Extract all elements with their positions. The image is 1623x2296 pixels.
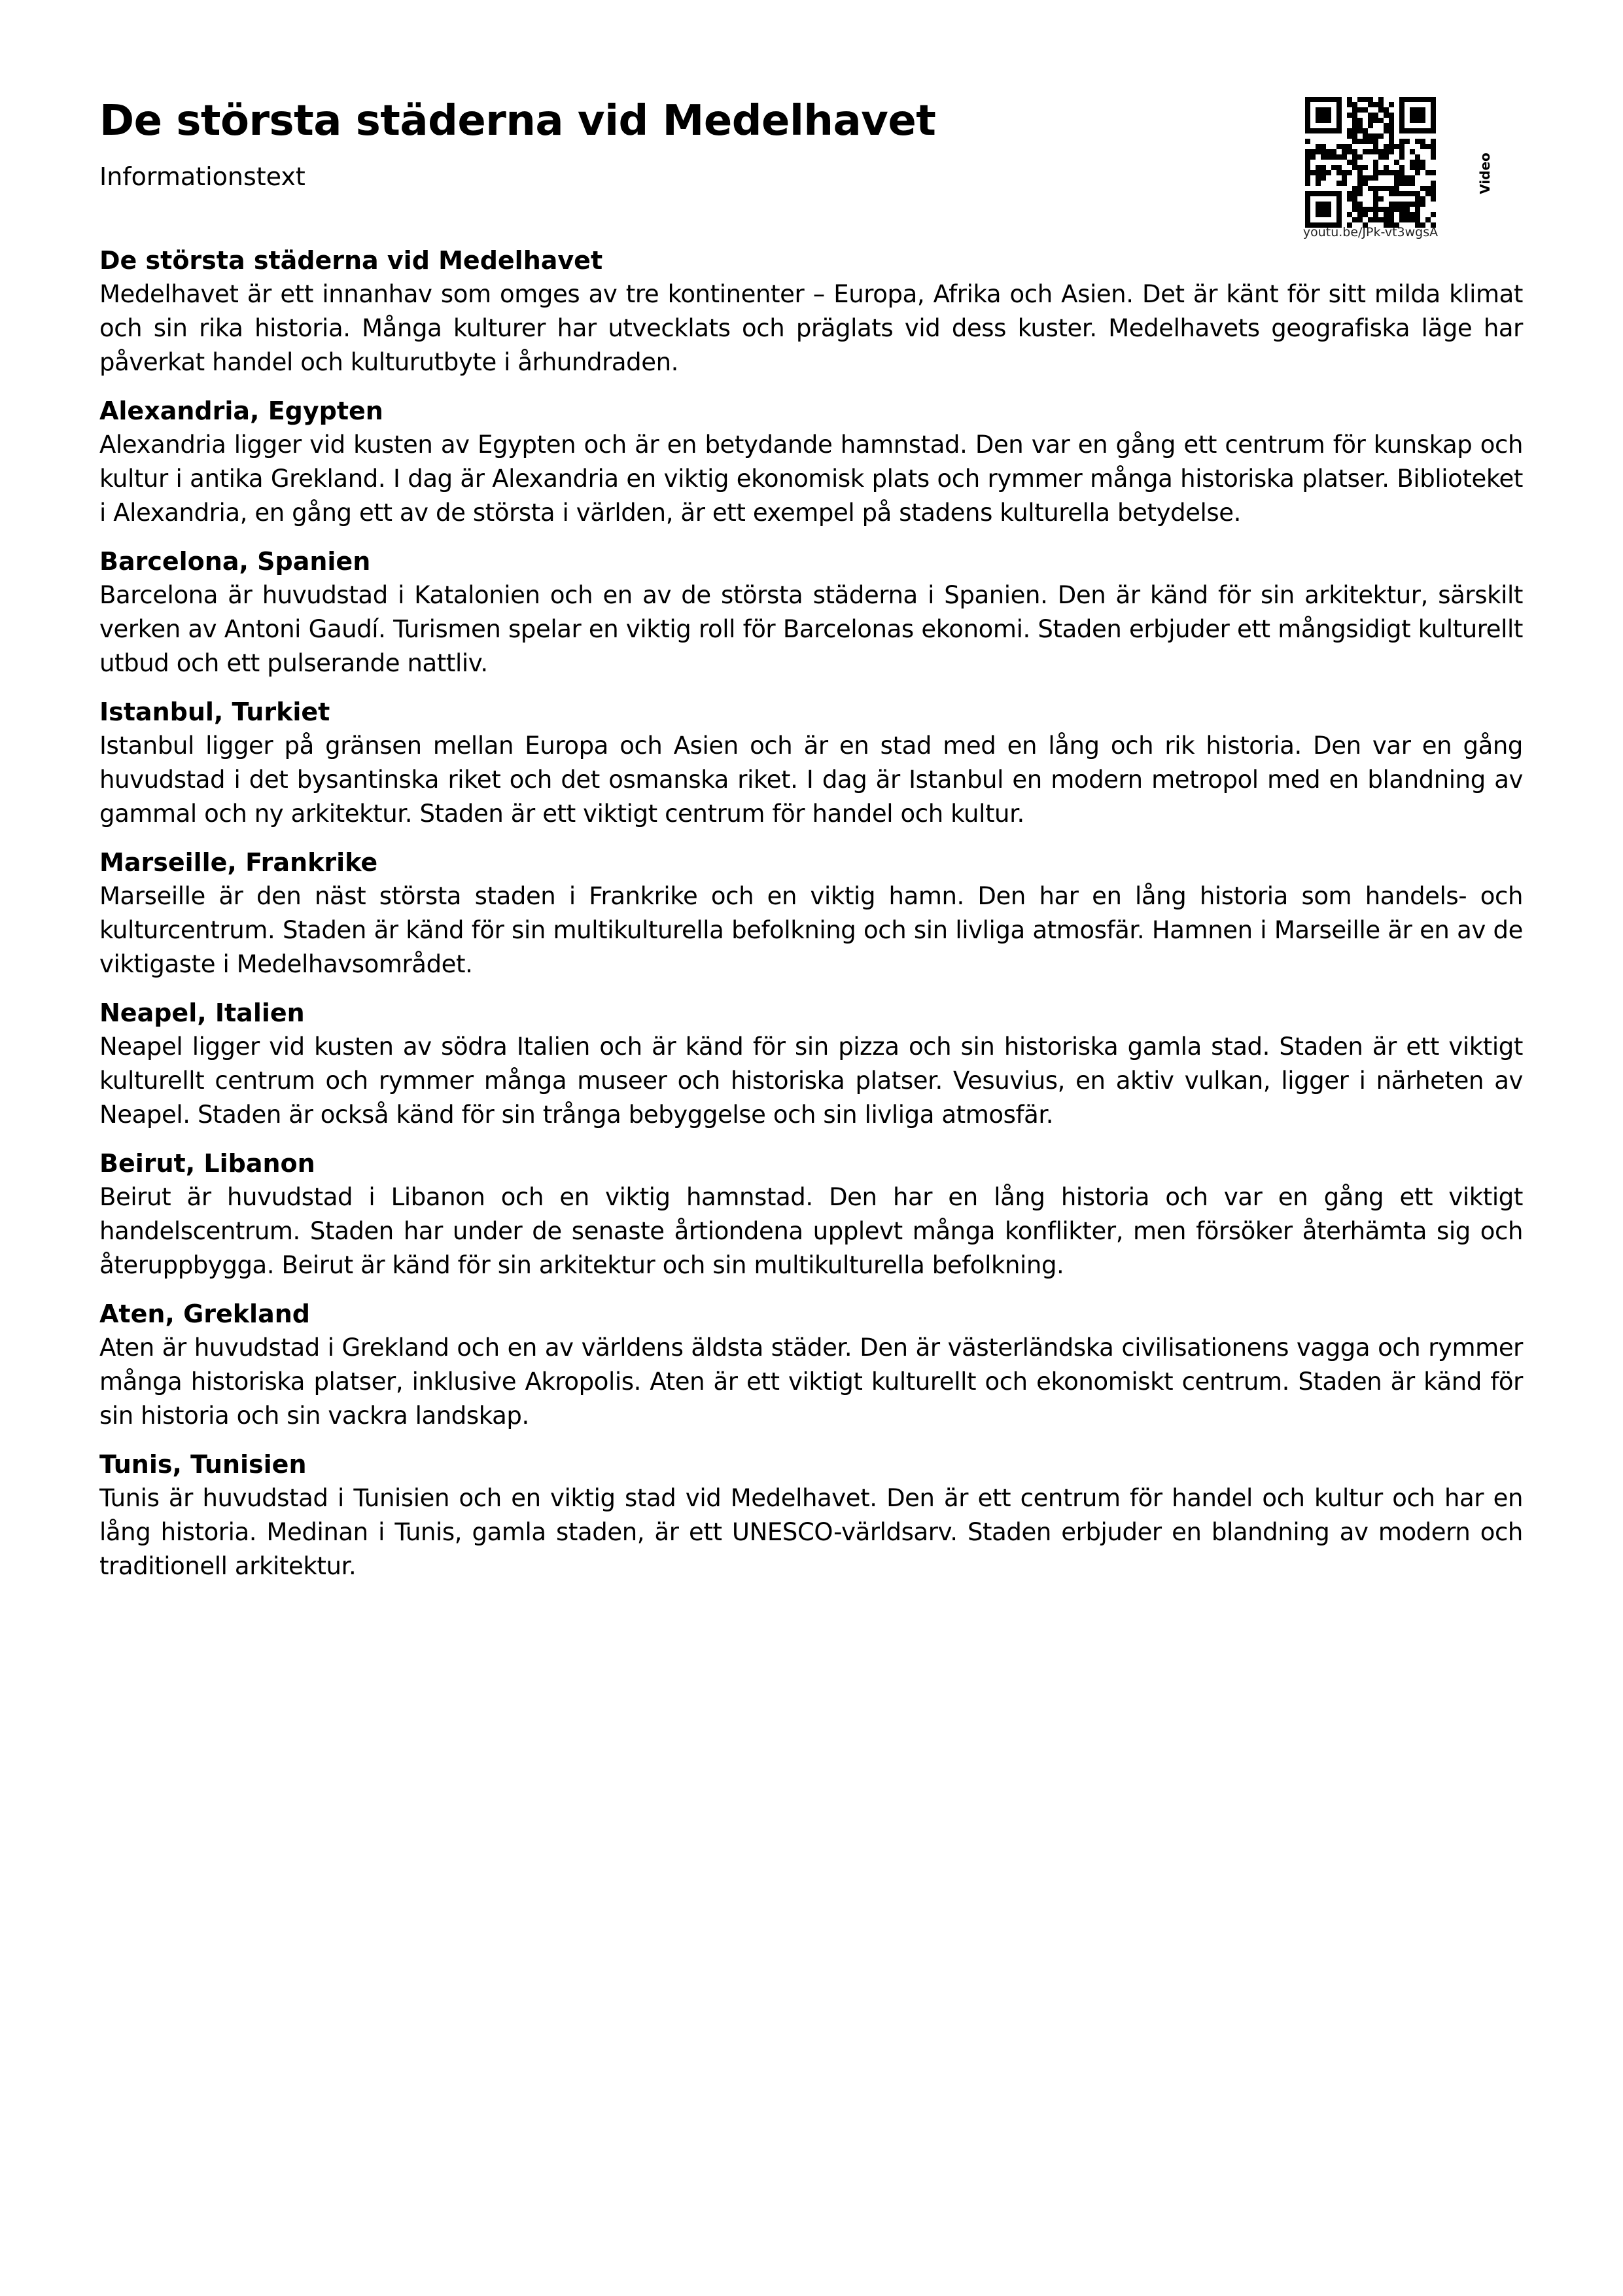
- section-heading: Barcelona, Spanien: [99, 547, 371, 576]
- section-body: Marseille är den näst största staden i Frankrike och en viktig hamn. Den har en lång historia som handels- och kulturcentrum. Staden är känd för sin multikulturella befolkning och sin livliga atmosfär. Hamnen i Marseille är en av de viktigaste i Medelhavsområdet.: [99, 882, 1523, 978]
- section-heading: Beirut, Libanon: [99, 1149, 315, 1178]
- section-body: Istanbul ligger på gränsen mellan Europa och Asien och är en stad med en lång och rik historia. Den var en gång huvudstad i det bysantinska riket och det osmanska riket. I dag är Istanbul en modern metropol med en blandning av gammal och ny arkitektur. Staden är ett viktigt centrum för handel och kultur.: [99, 732, 1523, 828]
- page-subtitle: Informationstext: [99, 162, 305, 191]
- section-heading: Neapel, Italien: [99, 998, 305, 1027]
- section-body: Barcelona är huvudstad i Katalonien och en av de största städerna i Spanien. Den är känd för sin arkitektur, särskilt verken av Antoni Gaudí. Turismen spelar en viktig roll för Barcelonas ekonomi. Staden erbjuder ett mångsidigt kulturellt utbud och ett pulserande nattliv.: [99, 581, 1523, 677]
- qr-code-icon[interactable]: [1305, 97, 1436, 228]
- qr-url-text[interactable]: youtu.be/JPk-vt3wgsA: [1302, 225, 1439, 239]
- article-content: [99, 243, 1523, 1598]
- section-heading: Istanbul, Turkiet: [99, 698, 330, 726]
- article-section: [99, 394, 1523, 530]
- section-body: Aten är huvudstad i Grekland och en av världens äldsta städer. Den är västerländska civilisationens vagga och rymmer många historiska platser, inklusive Akropolis. Aten är ett viktigt kulturellt och ekonomiskt centrum. Staden är känd för sin historia och sin vackra landskap.: [99, 1333, 1523, 1430]
- section-heading: Marseille, Frankrike: [99, 848, 378, 877]
- section-body: Alexandria ligger vid kusten av Egypten och är en betydande hamnstad. Den var en gång ett centrum för kunskap och kultur i antika Grekland. I dag är Alexandria en viktig ekonomisk plats och rymmer många historiska platser. Biblioteket i Alexandria, en gång ett av de största i världen, är ett exempel på stadens kulturella betydelse.: [99, 431, 1523, 527]
- section-body: Beirut är huvudstad i Libanon och en viktig hamnstad. Den har en lång historia och var en gång ett viktigt handelscentrum. Staden har under de senaste årtiondena upplevt många konflikter, men försöker återhämta sig och återuppbygga. Beirut är känd för sin arkitektur och sin multikulturella befolkning.: [99, 1183, 1523, 1279]
- section-heading: Alexandria, Egypten: [99, 397, 383, 425]
- article-section: [99, 1146, 1523, 1282]
- article-section: [99, 1297, 1523, 1433]
- video-label: Video: [1477, 152, 1493, 194]
- article-section: [99, 1447, 1523, 1583]
- section-body: Tunis är huvudstad i Tunisien och en viktig stad vid Medelhavet. Den är ett centrum för handel och kultur och har en lång historia. Medinan i Tunis, gamla staden, är ett UNESCO-världsarv. Staden erbjuder en blandning av modern och traditionell arkitektur.: [99, 1484, 1523, 1580]
- article-section: [99, 996, 1523, 1132]
- section-heading: Aten, Grekland: [99, 1299, 310, 1328]
- section-heading: De största städerna vid Medelhavet: [99, 246, 603, 275]
- article-section: [99, 544, 1523, 680]
- page-title: De största städerna vid Medelhavet: [99, 97, 936, 145]
- section-body: Medelhavet är ett innanhav som omges av tre kontinenter – Europa, Afrika och Asien. Det är känt för sitt milda klimat och sin rika historia. Många kulturer har utvecklats och präglats vid dess kuster. Medelhavets geografiska läge har påverkat handel och kulturutbyte i århundraden.: [99, 280, 1523, 376]
- article-section: [99, 695, 1523, 831]
- section-body: Neapel ligger vid kusten av södra Italien och är känd för sin pizza och sin historiska gamla stad. Staden är ett viktigt kulturellt centrum och rymmer många museer och historiska platser. Vesuvius, en aktiv vulkan, ligger i närheten av Neapel. Staden är också känd för sin trånga bebyggelse och sin livliga atmosfär.: [99, 1033, 1523, 1129]
- article-section: [99, 845, 1523, 981]
- section-heading: Tunis, Tunisien: [99, 1450, 307, 1479]
- qr-block[interactable]: [1292, 97, 1449, 239]
- article-section: [99, 243, 1523, 380]
